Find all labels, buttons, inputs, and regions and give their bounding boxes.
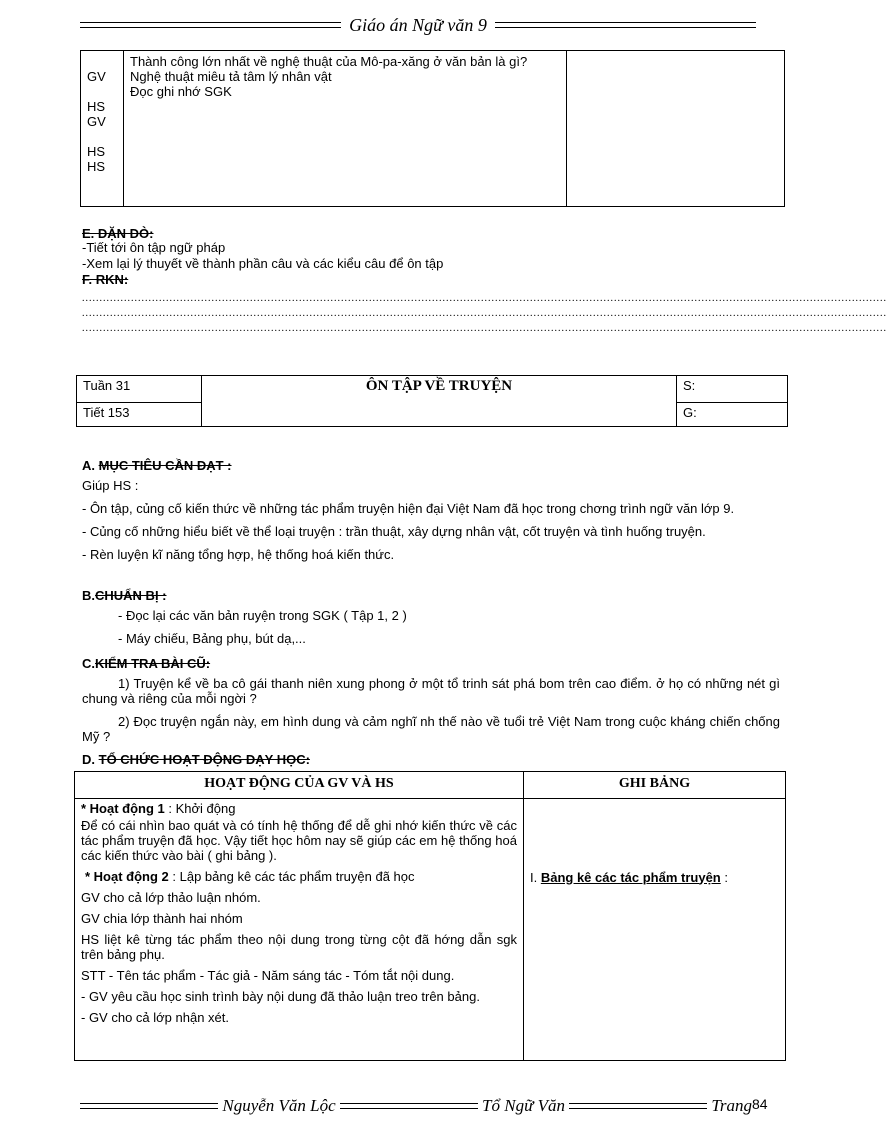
list-item: -Tiết tới ôn tập ngữ pháp — [82, 240, 226, 255]
dotted-line: ...................................................................................................................................................................................................................................... — [82, 308, 887, 319]
content-line: Đọc ghi nhớ SGK — [130, 84, 232, 99]
activity-line: STT - Tên tác phẩm - Tác giả - Năm sáng tác - Tóm tắt nội dung. — [81, 968, 455, 983]
dotted-line: ...................................................................................................................................................................................................................................... — [82, 323, 887, 334]
activity-line: HS liệt kê từng tác phẩm theo nội dung trong từng cột đã hớng dẫn sgk trên bảng phụ. — [81, 932, 517, 962]
page-header — [80, 14, 756, 36]
role-label: HS — [87, 99, 106, 114]
page-footer — [80, 1094, 756, 1118]
section-b-items — [118, 608, 407, 647]
footer-rule — [340, 1103, 478, 1109]
question-item: 2) Đọc truyện ngắn này, em hình dung và cảm nghĩ nh thế nào về tuổi trẻ Việt Nam trong cuộc kháng chiến chống Mỹ ? — [82, 714, 780, 744]
dotted-line: ...................................................................................................................................................................................................................................... — [82, 293, 887, 304]
section-b-title: B.CHUẨN BỊ : — [82, 588, 167, 603]
role-label — [87, 84, 117, 99]
role-label: HS — [87, 159, 106, 174]
activity-1-heading: * Hoạt động 1 : Khởi động — [81, 801, 236, 816]
activity-line: GV chia lớp thành hai nhóm — [81, 911, 243, 926]
intro-text: Giúp HS : — [82, 478, 139, 493]
section-c-title: C.KIỂM TRA BÀI CŨ: — [82, 656, 211, 671]
notes-column — [567, 51, 785, 207]
list-item: - Ôn tập, củng cố kiến thức về những tác phẩm truyện hiện đại Việt Nam đã học trong chơng trình ngữ văn lớp 9. — [82, 501, 735, 516]
footer-author: Nguyễn Văn Lộc — [222, 1096, 336, 1115]
section-f-title: F. RKN: — [82, 272, 129, 287]
activity-table — [74, 771, 786, 1061]
g-date-cell: G: — [677, 403, 788, 427]
period-cell: Tiết 153 — [77, 403, 202, 427]
list-item: - Củng cố những hiểu biết về thể loại truyện : trần thuật, xây dựng nhân vật, cốt truyện và tình huống truyện. — [82, 524, 706, 539]
board-cell — [524, 799, 786, 1061]
section-d-title: D. TỔ CHỨC HOẠT ĐỘNG DẠY HỌC: — [82, 752, 310, 767]
lesson-header-table — [76, 375, 788, 427]
footer-rule — [569, 1103, 707, 1109]
section-e-title: E. DẶN DÒ: — [82, 226, 154, 241]
page-number: 84 — [752, 1096, 768, 1112]
activities-cell — [75, 799, 524, 1061]
section-c-body — [82, 676, 780, 744]
s-date-cell: S: — [677, 376, 788, 403]
section-a-title: A. MỤC TIÊU CẦN ĐẠT : — [82, 458, 232, 473]
week-cell: Tuần 31 — [77, 376, 202, 403]
rkn-lines — [82, 292, 887, 336]
role-label: GV — [87, 114, 106, 129]
section-e-items — [82, 240, 443, 272]
footer-rule — [80, 1103, 218, 1109]
content-line: Nghệ thuật miêu tả tâm lý nhân vật — [130, 69, 332, 84]
content-line: Thành công lớn nhất về nghệ thuật của Mô-pa-xăng ở văn bản là gì? — [130, 54, 528, 69]
header-rule-left — [80, 22, 341, 28]
footer-page-label: Trang — [711, 1096, 752, 1115]
list-item: - Rèn luyện kĩ năng tổng hợp, hệ thống hoá kiến thức. — [82, 547, 395, 562]
footer-group: Tổ Ngữ Văn — [482, 1096, 565, 1115]
header-title: Giáo án Ngữ văn 9 — [349, 14, 487, 35]
activity-1-text: Để có cái nhìn bao quát và có tính hệ thống để dễ ghi nhớ kiến thức về các tác phẩm truyện đã học. Vậy tiết học hôm nay sẽ giúp các em hệ thống hoá các kiến thức vào bài ( ghi bảng ). — [81, 818, 517, 863]
question-item: 1) Truyện kể về ba cô gái thanh niên xung phong ở một tổ trinh sát phá bom trên cao điểm. ở họ có những nét gì chung và riêng của mỗi ngời ? — [82, 676, 780, 706]
col-header-board: GHI BẢNG — [524, 772, 786, 799]
col-header-activities: HOẠT ĐỘNG CỦA GV VÀ HS — [75, 772, 524, 799]
board-heading: I. Bảng kê các tác phẩm truyện : — [530, 869, 728, 885]
activity-line: GV cho cả lớp thảo luận nhóm. — [81, 890, 261, 905]
activity-line: - GV yêu cầu học sinh trình bày nội dung đã thảo luận treo trên bảng. — [81, 989, 480, 1004]
lesson-title: ÔN TẬP VỀ TRUYỆN — [202, 376, 677, 427]
activity-2-heading: * Hoạt động 2 : Lập bảng kê các tác phẩm truyện đã học — [85, 869, 415, 884]
continuation-table — [80, 50, 785, 207]
section-a-body — [82, 478, 780, 562]
activity-line: - GV cho cả lớp nhận xét. — [81, 1010, 229, 1025]
role-label — [87, 129, 117, 144]
list-item: - Đọc lại các văn bản ruyện trong SGK ( Tập 1, 2 ) — [118, 608, 407, 623]
roles-column — [81, 51, 124, 207]
role-label: GV — [87, 69, 106, 84]
content-column — [124, 51, 567, 207]
header-rule-right — [495, 22, 756, 28]
list-item: -Xem lại lý thuyết về thành phần câu và các kiểu câu để ôn tập — [82, 256, 444, 271]
role-label: HS — [87, 144, 106, 159]
list-item: - Máy chiếu, Bảng phụ, bút dạ,... — [118, 631, 306, 646]
